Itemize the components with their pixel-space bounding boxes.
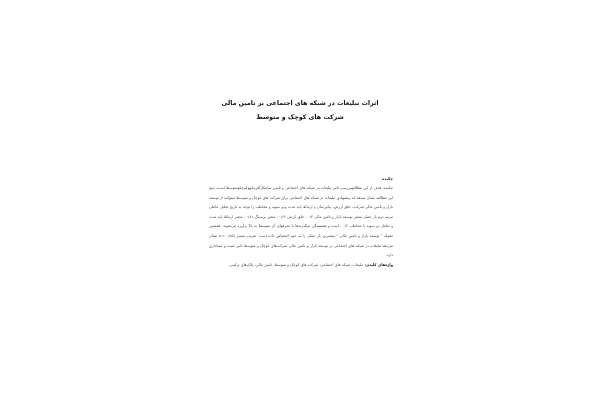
abstract-body: چکیده: هدف از این مطالعهبررسی تاثیر تبلیغات در شبکه های اجتماعی و تامین سایتکارآفرینانهوکوچکومتوسط است. نتیج این مطالعه نشان میدهد که پیشنهادی تبلیغات در شبکه های اجتماعی برای شرکت های کوچک و متوسط میتوانند از توسعه بازار و تامین مالی شرکت، خلق ارزش، پیام‌رسان و ارتباط باید مدت ودو سویه و مخاطب را توجه به تاریخ تحلیل عاملی مرتبه دوم بار عملی متغیر توسعه بازار و تامین مالی ۰/۳ ، خلق ارزش ۰/۶۶ ، متغیر برندینگ ۰/۸۱ ، متغیر ارتباط باید مدت و تعامل دو سویه با مخاطب ۰/۲ ، است و همبستگی میگذرند‌ها با معرفهای آن متوسط به بالا برآورد می‌شوند. همچنین مقوله " توسعه بازار و تامین مالی " بیشترین بار عملی را به خود اختصاص داده است. ضریب مسیر (۰/۸۵ =r) نشان می‌دهد تبلیغات در شبکه های اجتماعی بر توسعه بازار و تامین مالی شرکت‌های کوچک و متوسط تاثیر مثبت و معناداری دارد. <box>208 186 393 258</box>
title-line-2: شرکت های کوچک و متوسط <box>256 114 344 121</box>
title-line-1: اثرات تبلیغات در شبکه های اجتماعی بر تامین مالی <box>221 100 379 107</box>
keywords-text: تبلیغات، شبکه های اجتماعی، شرکت های کوچک و متوسط، تامین مالی، پلاک‌های ترکیبی. <box>228 262 364 267</box>
keywords <box>209 261 393 271</box>
abstract-heading: چکیده <box>382 176 393 181</box>
abstract-section <box>209 174 393 270</box>
keywords-label: واژه‌های کلیدی: <box>364 262 393 267</box>
paper-title <box>150 97 450 125</box>
